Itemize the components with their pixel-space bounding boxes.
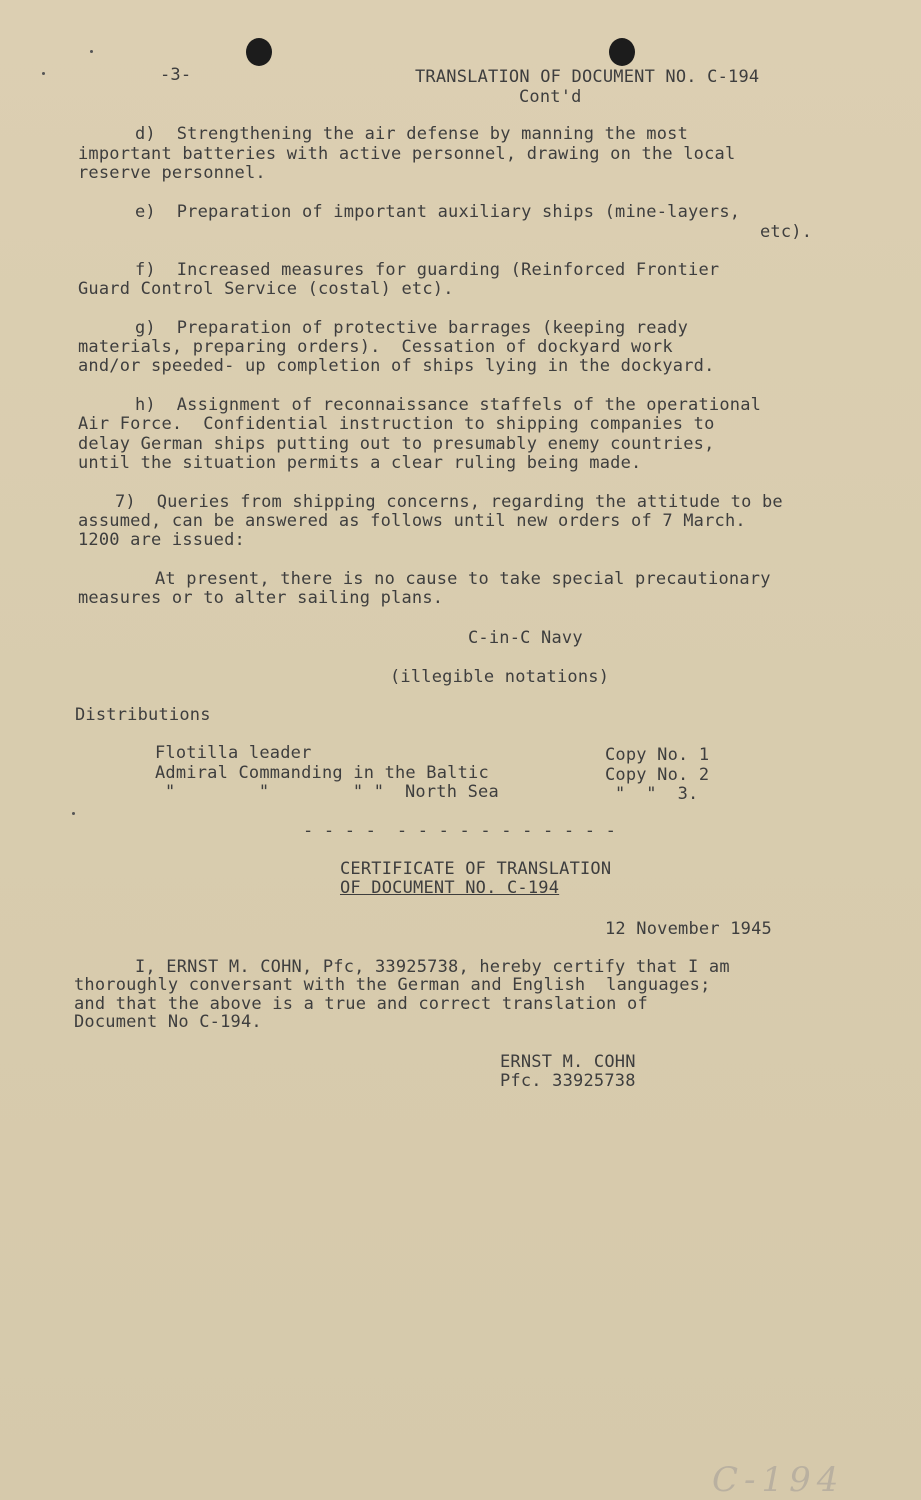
certificate-body-line: and that the above is a true and correct translation of (74, 994, 648, 1014)
item-g-line: g) Preparation of protective barrages (keeping ready (135, 318, 689, 338)
distribution-recipient: " " " " North Sea (165, 782, 499, 802)
item-f-line: f) Increased measures for guarding (Reinforced Frontier (135, 260, 720, 280)
item-h-line: Air Force. Confidential instruction to shipping companies to (78, 414, 715, 434)
certificate-title: CERTIFICATE OF TRANSLATION (340, 859, 612, 879)
present-line: measures or to alter sailing plans. (78, 588, 444, 608)
item-7-line: 1200 are issued: (78, 530, 245, 550)
sender-label: C-in-C Navy (468, 628, 583, 648)
distribution-heading: Distributions (75, 705, 211, 725)
item-d-line: reserve personnel. (78, 163, 266, 183)
item-e-line: e) Preparation of important auxiliary ships (mine-layers, (135, 202, 741, 222)
document-title: TRANSLATION OF DOCUMENT NO. C-194 (415, 67, 760, 87)
signer-name: ERNST M. COHN (500, 1052, 636, 1072)
continued-label: Cont'd (519, 87, 582, 107)
distribution-recipient: Flotilla leader (155, 743, 312, 763)
punch-hole (609, 38, 635, 66)
item-g-line: materials, preparing orders). Cessation of dockyard work (78, 337, 673, 357)
present-line: At present, there is no cause to take special precautionary (155, 569, 771, 589)
item-h-line: until the situation permits a clear ruling being made. (78, 453, 642, 473)
item-h-line: h) Assignment of reconnaissance staffels of the operational (135, 395, 762, 415)
punch-hole (246, 38, 272, 66)
item-7-line: assumed, can be answered as follows until new orders of 7 March. (78, 511, 746, 531)
certificate-date: 12 November 1945 (605, 919, 772, 939)
certificate-body-line: Document No C-194. (74, 1012, 262, 1032)
stray-mark (90, 50, 93, 53)
signer-rank: Pfc. 33925738 (500, 1071, 636, 1091)
certificate-body-line: I, ERNST M. COHN, Pfc, 33925738, hereby certify that I am (135, 957, 730, 977)
distribution-recipient: Admiral Commanding in the Baltic (155, 763, 489, 783)
distribution-copy: " " 3. (615, 784, 699, 804)
item-h-line: delay German ships putting out to presumably enemy countries, (78, 434, 715, 454)
distribution-copy: Copy No. 2 (605, 765, 710, 785)
item-d-line: d) Strengthening the air defense by manning the most (135, 124, 689, 144)
item-f-line: Guard Control Service (costal) etc). (78, 279, 454, 299)
stray-mark (42, 72, 45, 75)
section-separator: - - - - - - - - - - - - - - - (303, 821, 617, 841)
certificate-body-line: thoroughly conversant with the German and English languages; (74, 975, 711, 995)
item-e-line: etc). (760, 222, 813, 242)
stray-mark (72, 812, 75, 815)
page-number: -3- (160, 65, 192, 85)
distribution-copy: Copy No. 1 (605, 745, 710, 765)
certificate-subtitle: OF DOCUMENT NO. C-194 (340, 878, 560, 898)
item-7-line: 7) Queries from shipping concerns, regarding the attitude to be (115, 492, 783, 512)
item-d-line: important batteries with active personnel, drawing on the local (78, 144, 736, 164)
illegible-notation: (illegible notations) (390, 667, 610, 687)
handwritten-document-number: C-194 (712, 1460, 845, 1500)
item-g-line: and/or speeded- up completion of ships lying in the dockyard. (78, 356, 715, 376)
